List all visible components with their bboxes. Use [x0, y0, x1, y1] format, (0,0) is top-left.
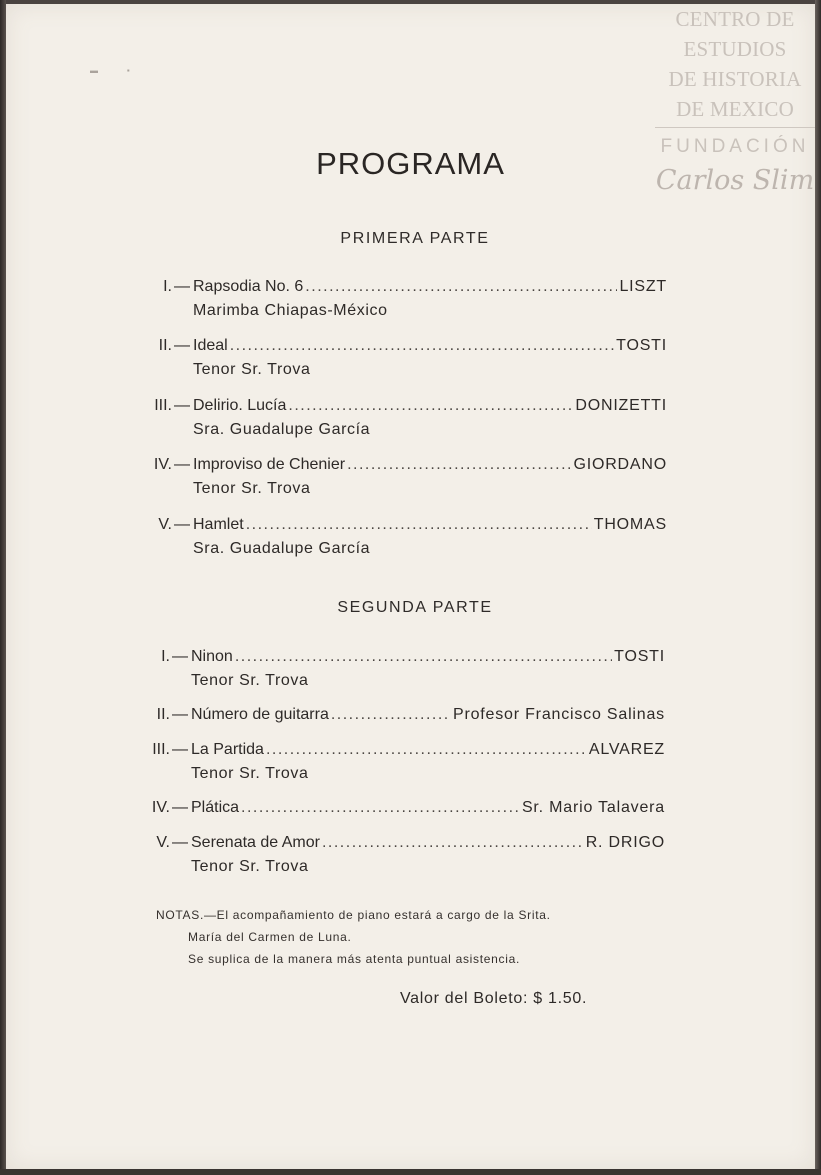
note-line: Se suplica de la manera más atenta puntual asistencia. [188, 952, 520, 966]
program-item-s3: III. — La Partida ..... ALVAREZ Tenor Sr. Trova [134, 741, 665, 783]
dot-leader [322, 834, 584, 852]
dot-leader [347, 456, 571, 474]
performer: Tenor Sr. Trova [191, 765, 309, 782]
paper-specks: ▬ ▪ [90, 66, 130, 75]
watermark-fundacion: FUNDACIÓN [660, 136, 810, 157]
item-number: V. [158, 516, 172, 533]
item-number: IV. [151, 799, 170, 816]
program-item-s4: IV. — Plática ..... Sr. Mario Talavera [134, 799, 665, 817]
piece-title: Número de guitarra [191, 706, 329, 723]
piece-title: Ninon [191, 648, 233, 665]
performer: Tenor Sr. Trova [191, 672, 309, 689]
item-number: V. [156, 834, 170, 851]
item-number: I. [161, 648, 170, 665]
notes-block [156, 904, 676, 970]
note-line: NOTAS.—El acompañamiento de piano estará a cargo de la Srita. [156, 908, 551, 922]
composer: TOSTI [614, 648, 665, 665]
piece-title: Plática [191, 799, 240, 816]
item-number: I. [163, 278, 172, 295]
performer: Tenor Sr. Trova [191, 858, 309, 875]
piece-title: Ideal [193, 337, 228, 354]
ticket-price: Valor del Boleto: $ 1.50. [400, 990, 588, 1007]
section-heading-primera: PRIMERA PARTE [340, 230, 490, 247]
composer: Sr. Mario Talavera [521, 799, 665, 816]
watermark-signature: Carlos Slim [655, 165, 815, 196]
dot-leader [235, 648, 612, 666]
program-item-s2: II. — Número de guitarra ..... Profesor Francisco Salinas [134, 706, 665, 724]
composer: R. DRIGO [585, 834, 665, 851]
item-number: II. [158, 337, 172, 354]
watermark-divider [655, 127, 815, 128]
dot-leader [266, 741, 587, 759]
program-item-p1: I. — Rapsodia No. 6 ..... LISZT Marimba Chiapas-México [136, 278, 667, 320]
watermark-line: DE HISTORIA [668, 67, 802, 91]
piece-title: La Partida [191, 741, 264, 758]
program-item-p4: IV. — Improviso de Chenier ..... GIORDANO Tenor Sr. Trova [136, 456, 667, 498]
watermark-line: ESTUDIOS [683, 37, 787, 61]
composer: Profesor Francisco Salinas [453, 706, 665, 723]
dot-leader [230, 337, 614, 355]
section-heading-segunda: SEGUNDA PARTE [337, 599, 493, 616]
performer: Tenor Sr. Trova [193, 480, 311, 497]
dot-leader [241, 799, 520, 817]
item-number: III. [152, 741, 170, 758]
composer: TOSTI [616, 337, 667, 354]
page-title: PROGRAMA [316, 146, 505, 181]
composer: ALVAREZ [588, 741, 665, 758]
performer: Sra. Guadalupe García [193, 421, 371, 438]
piece-title: Hamlet [193, 516, 244, 533]
performer: Tenor Sr. Trova [193, 361, 311, 378]
composer: GIORDANO [573, 456, 667, 473]
item-number: III. [154, 397, 172, 414]
piece-title: Delirio. Lucía [193, 397, 287, 414]
item-number: II. [156, 706, 170, 723]
item-number: IV. [153, 456, 172, 473]
program-item-p3: III. — Delirio. Lucía ..... DONIZETTI Sra. Guadalupe García [136, 397, 667, 439]
performer: Marimba Chiapas-México [193, 302, 388, 319]
dot-leader [305, 278, 617, 296]
dot-leader [246, 516, 592, 534]
piece-title: Rapsodia No. 6 [193, 278, 304, 295]
bottom-page-edge [0, 1169, 821, 1175]
watermark-line: DE MEXICO [676, 97, 794, 121]
program-item-p2: II. — Ideal ..... TOSTI Tenor Sr. Trova [136, 337, 667, 379]
composer: LISZT [619, 278, 667, 295]
watermark-line: CENTRO DE [675, 7, 795, 31]
piece-title: Serenata de Amor [191, 834, 320, 851]
composer: THOMAS [593, 516, 667, 533]
note-line: María del Carmen de Luna. [188, 930, 352, 944]
piece-title: Improviso de Chenier [193, 456, 346, 473]
program-item-p5: V. — Hamlet ..... THOMAS Sra. Guadalupe García [136, 516, 667, 558]
composer: DONIZETTI [575, 397, 667, 414]
performer: Sra. Guadalupe García [193, 540, 371, 557]
program-item-s5: V. — Serenata de Amor ..... R. DRIGO Tenor Sr. Trova [134, 834, 665, 876]
program-item-s1: I. — Ninon ..... TOSTI Tenor Sr. Trova [134, 648, 665, 690]
dot-leader [331, 706, 451, 724]
dot-leader [288, 397, 573, 415]
